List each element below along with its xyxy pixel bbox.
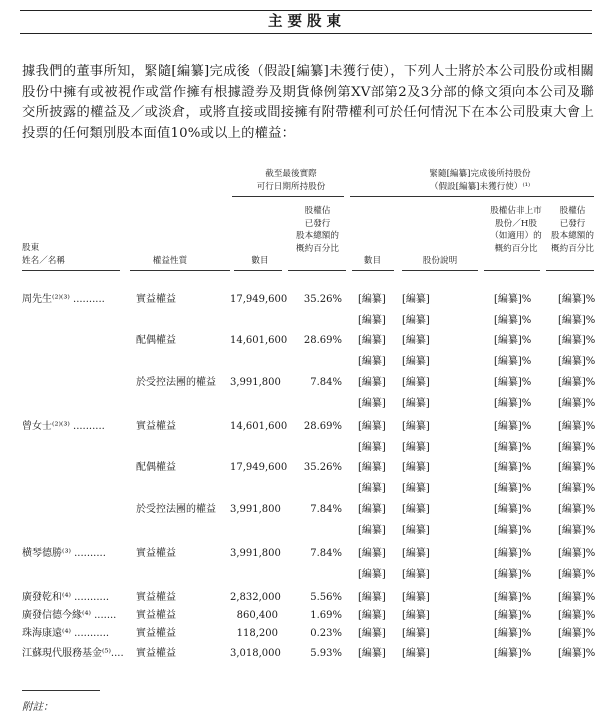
redacted-pct-total: [編纂]% <box>558 525 596 536</box>
redacted-pct-total: [編纂]% <box>558 504 596 515</box>
title-rule-bottom <box>20 33 592 34</box>
redacted-number: [編纂] <box>358 294 386 305</box>
shares-number: 860,400 <box>236 610 278 621</box>
shareholder-name: 周先生⁽²⁾⁽³⁾ .......... <box>22 294 105 305</box>
redacted-pct-class: [編纂]% <box>494 610 532 621</box>
rule-pct-total <box>546 270 594 271</box>
shares-number: 17,949,600 <box>230 294 288 305</box>
redacted-pct-total: [編纂]% <box>558 483 596 494</box>
redacted-pct-total: [編纂]% <box>558 315 596 326</box>
header-group-after-rule <box>350 196 594 197</box>
header-shareholder: 股東 姓名／名稱 <box>22 243 65 266</box>
redacted-description: [編纂] <box>402 462 430 473</box>
redacted-number: [編纂] <box>358 356 386 367</box>
redacted-number: [編纂] <box>358 421 386 432</box>
header-group-current-rule <box>232 196 344 197</box>
header-group-current: 截至最後實際 可行日期所持股份 <box>256 169 326 192</box>
redacted-pct-class: [編纂]% <box>494 315 532 326</box>
interest-nature: 實益權益 <box>136 648 176 659</box>
shares-pct: 5.93% <box>310 648 342 659</box>
interest-nature: 於受控法團的權益 <box>136 504 216 515</box>
redacted-pct-total: [編纂]% <box>558 335 596 346</box>
redacted-description: [編纂] <box>402 315 430 326</box>
redacted-number: [編纂] <box>358 569 386 580</box>
redacted-number: [編纂] <box>358 315 386 326</box>
rule-number-after <box>352 270 394 271</box>
redacted-number: [編纂] <box>358 442 386 453</box>
footnote-rule <box>22 690 100 691</box>
interest-nature: 實益權益 <box>136 421 176 432</box>
redacted-pct-class: [編纂]% <box>494 462 532 473</box>
header-group-after: 緊隨[編纂]完成後所持股份 （假設[編纂]未獲行使）⁽¹⁾ <box>429 169 531 192</box>
redacted-pct-class: [編纂]% <box>494 569 532 580</box>
interest-nature: 配偶權益 <box>136 335 176 346</box>
redacted-pct-total: [編纂]% <box>558 294 596 305</box>
redacted-description: [編纂] <box>402 610 430 621</box>
redacted-description: [編纂] <box>402 628 430 639</box>
shares-pct: 35.26% <box>303 462 342 473</box>
rule-number <box>234 270 282 271</box>
redacted-description: [編纂] <box>402 398 430 409</box>
interest-nature: 實益權益 <box>136 610 176 621</box>
header-nature: 權益性質 <box>152 256 188 266</box>
redacted-number: [編纂] <box>358 483 386 494</box>
redacted-description: [編纂] <box>402 377 430 388</box>
redacted-number: [編纂] <box>358 525 386 536</box>
shares-number: 14,601,600 <box>230 421 288 432</box>
header-share-description: 股份說明 <box>422 256 458 266</box>
redacted-pct-total: [編纂]% <box>558 421 596 432</box>
shareholder-name: 廣發信德今緣⁽⁴⁾ ....... <box>22 610 117 621</box>
rule-description <box>402 270 478 271</box>
redacted-number: [編纂] <box>358 504 386 515</box>
shares-number: 3,018,000 <box>230 648 281 659</box>
redacted-pct-total: [編纂]% <box>558 592 596 603</box>
redacted-pct-class: [編纂]% <box>494 398 532 409</box>
shares-pct: 35.26% <box>303 294 342 305</box>
redacted-pct-class: [編纂]% <box>494 377 532 388</box>
shares-pct: 28.69% <box>303 421 342 432</box>
shareholder-name: 江蘇現代服務基金⁽⁵⁾.... <box>22 648 124 659</box>
redacted-pct-class: [編纂]% <box>494 483 532 494</box>
redacted-pct-class: [編纂]% <box>494 525 532 536</box>
redacted-description: [編纂] <box>402 442 430 453</box>
interest-nature: 於受控法團的權益 <box>136 377 216 388</box>
shares-number: 3,991,800 <box>230 548 281 559</box>
redacted-number: [編纂] <box>358 548 386 559</box>
interest-nature: 配偶權益 <box>136 462 176 473</box>
redacted-description: [編纂] <box>402 504 430 515</box>
header-number: 數目 <box>251 256 269 266</box>
redacted-pct-class: [編纂]% <box>494 421 532 432</box>
shares-number: 3,991,800 <box>230 504 281 515</box>
redacted-description: [編纂] <box>402 648 430 659</box>
shares-pct: 1.69% <box>310 610 342 621</box>
redacted-number: [編纂] <box>358 610 386 621</box>
shares-number: 118,200 <box>236 628 278 639</box>
redacted-pct-class: [編纂]% <box>494 548 532 559</box>
redacted-pct-total: [編纂]% <box>558 356 596 367</box>
redacted-description: [編纂] <box>402 548 430 559</box>
redacted-description: [編纂] <box>402 525 430 536</box>
shareholder-name: 珠海康遠⁽⁴⁾ ........... <box>22 628 110 639</box>
redacted-number: [編纂] <box>358 377 386 388</box>
shareholder-name: 横琴德勝⁽³⁾ .......... <box>22 548 106 559</box>
redacted-pct-total: [編纂]% <box>558 442 596 453</box>
redacted-description: [編纂] <box>402 356 430 367</box>
redacted-number: [編纂] <box>358 648 386 659</box>
section-title: 主要股東 <box>268 14 346 30</box>
header-number-after: 數目 <box>363 256 382 266</box>
shares-pct: 0.23% <box>310 628 342 639</box>
redacted-pct-total: [編纂]% <box>558 462 596 473</box>
rule-shareholder <box>22 270 120 271</box>
rule-pct-class <box>484 270 540 271</box>
shares-pct: 28.69% <box>303 335 342 346</box>
intro-paragraph: 據我們的董事所知，緊隨[編纂]完成後（假設[編纂]未獲行使），下列人士將於本公司股份或相關股份中擁有或被視作或當作擁有根據證券及期貨條例第XV部第2及3分部的條文須向本公司及聯交所披露的權益及／或淡倉，或將直接或間接擁有附帶權利可於任何情況下在本公司股東大會上投票的任何類別股本面值10%或以上的權益： <box>22 64 594 141</box>
redacted-pct-class: [編纂]% <box>494 442 532 453</box>
header-pct: 股權佔 已發行 股本總額的 概約百分比 <box>296 206 339 254</box>
redacted-pct-class: [編纂]% <box>494 628 532 639</box>
redacted-pct-total: [編纂]% <box>558 377 596 388</box>
interest-nature: 實益權益 <box>136 628 176 639</box>
redacted-pct-total: [編纂]% <box>558 548 596 559</box>
interest-nature: 實益權益 <box>136 592 176 603</box>
redacted-description: [編纂] <box>402 592 430 603</box>
shares-number: 14,601,600 <box>230 335 288 346</box>
header-pct-total: 股權佔 已發行 股本總額的 概約百分比 <box>551 206 594 254</box>
shareholder-name: 曾女士⁽²⁾⁽³⁾ .......... <box>22 421 105 432</box>
shares-number: 17,949,600 <box>230 462 288 473</box>
interest-nature: 實益權益 <box>136 548 176 559</box>
interest-nature: 實益權益 <box>136 294 176 305</box>
redacted-pct-class: [編纂]% <box>494 294 532 305</box>
redacted-pct-total: [編纂]% <box>558 569 596 580</box>
header-pct-class: 股權佔非上市 股份／H股 （如適用）的 概約百分比 <box>490 206 542 254</box>
redacted-description: [編纂] <box>402 421 430 432</box>
redacted-pct-class: [編纂]% <box>494 504 532 515</box>
redacted-description: [編纂] <box>402 294 430 305</box>
redacted-pct-class: [編纂]% <box>494 592 532 603</box>
redacted-pct-total: [編纂]% <box>558 628 596 639</box>
redacted-pct-class: [編纂]% <box>494 335 532 346</box>
redacted-pct-class: [編纂]% <box>494 356 532 367</box>
redacted-description: [編纂] <box>402 569 430 580</box>
redacted-description: [編纂] <box>402 483 430 494</box>
shares-number: 2,832,000 <box>230 592 281 603</box>
redacted-description: [編纂] <box>402 335 430 346</box>
redacted-number: [編纂] <box>358 398 386 409</box>
shares-pct: 7.84% <box>310 377 342 388</box>
shares-pct: 7.84% <box>310 548 342 559</box>
shares-pct: 5.56% <box>310 592 342 603</box>
rule-nature <box>130 270 230 271</box>
redacted-number: [編纂] <box>358 592 386 603</box>
redacted-number: [編纂] <box>358 335 386 346</box>
footnote-label: 附註： <box>22 701 54 713</box>
rule-pct <box>288 270 346 271</box>
redacted-pct-total: [編纂]% <box>558 648 596 659</box>
redacted-pct-class: [編纂]% <box>494 648 532 659</box>
redacted-number: [編纂] <box>358 462 386 473</box>
redacted-number: [編纂] <box>358 628 386 639</box>
shares-pct: 7.84% <box>310 504 342 515</box>
redacted-pct-total: [編纂]% <box>558 610 596 621</box>
shares-number: 3,991,800 <box>230 377 281 388</box>
redacted-pct-total: [編纂]% <box>558 398 596 409</box>
shareholder-name: 廣發乾和⁽⁴⁾ ........... <box>22 592 110 603</box>
